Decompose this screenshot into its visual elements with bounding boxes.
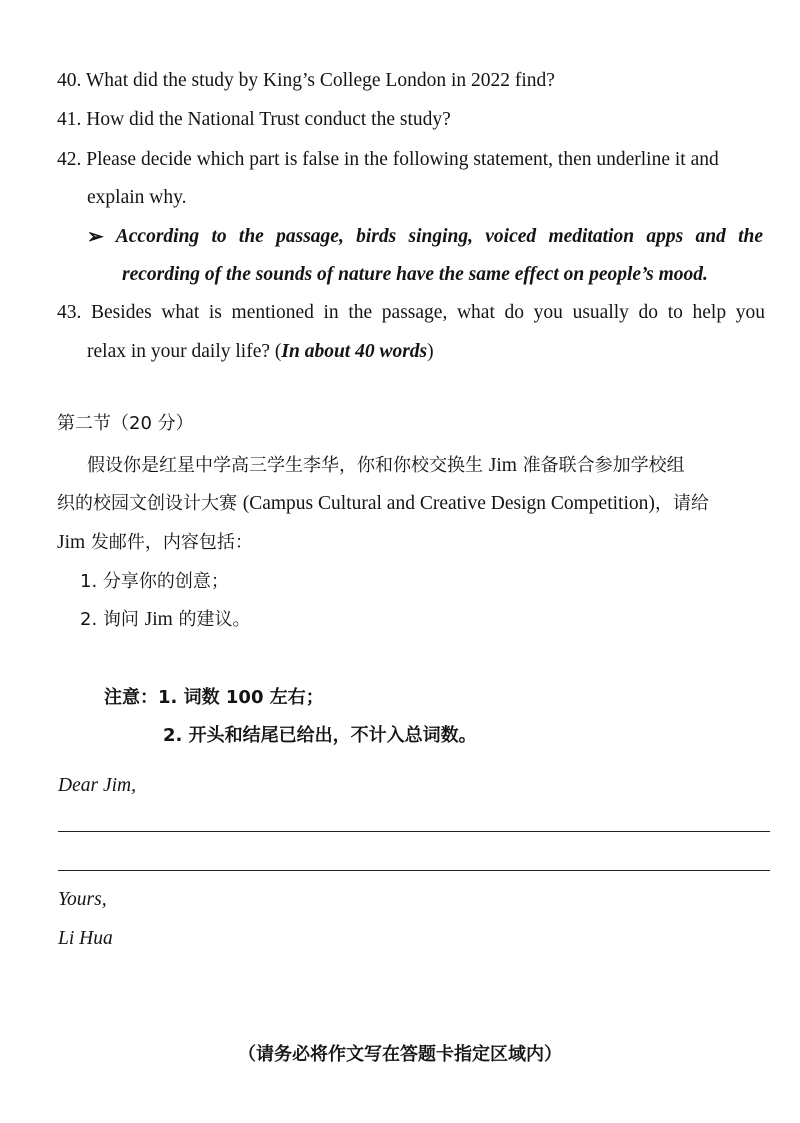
- q43-word-limit: In about 40 words: [281, 341, 428, 362]
- prompt-line1-b: Jim: [488, 455, 517, 476]
- q43-prefix: relax in your daily life? (: [87, 341, 282, 362]
- letter-signature: Li Hua: [58, 928, 113, 949]
- arrow-bullet-icon: ➢: [87, 226, 104, 248]
- question-40: 40. What did the study by King’s College London in 2022 find?: [57, 70, 555, 91]
- answer-line-1: [58, 831, 770, 832]
- item2-a: 2. 询问: [80, 609, 145, 630]
- answer-line-2: [58, 870, 770, 871]
- letter-salutation: Dear Jim,: [58, 775, 136, 796]
- prompt-line2-c: ，请给: [654, 493, 709, 514]
- content-item-1: 1. 分享你的创意；: [80, 571, 229, 592]
- item2-b: Jim: [144, 609, 173, 630]
- question-43-line2: [87, 338, 434, 366]
- prompt-line1-c: 准备联合参加学校组: [516, 455, 685, 476]
- question-43-line1: 43. Besides what is mentioned in the passage, what do you usually do to help you: [57, 302, 765, 323]
- prompt-line3-a: Jim: [57, 532, 86, 553]
- statement-line2: recording of the sounds of nature have the same effect on people’s mood.: [122, 264, 708, 285]
- section-title: 第二节（20 分）: [57, 413, 194, 434]
- prompt-line3-b: 发邮件，内容包括：: [85, 532, 253, 553]
- content-item-2: [80, 606, 251, 634]
- prompt-line2: [57, 490, 765, 518]
- prompt-line2-b: (Campus Cultural and Creative Design Competition): [242, 493, 655, 514]
- prompt-line1: [87, 452, 765, 480]
- question-42-statement: [87, 223, 763, 251]
- note-2: 2. 开头和结尾已给出，不计入总词数。: [163, 725, 477, 746]
- q43-suffix: ): [427, 341, 434, 362]
- prompt-line1-a: 假设你是红星中学高三学生李华，你和你校交换生: [87, 455, 489, 476]
- question-41: 41. How did the National Trust conduct the study?: [57, 109, 451, 130]
- letter-closing: Yours,: [58, 889, 107, 910]
- statement-line1: According to the passage, birds singing, voiced meditation apps and the: [115, 226, 763, 247]
- item2-c: 的建议。: [172, 609, 251, 630]
- question-42-line1: 42. Please decide which part is false in the following statement, then underline it and: [57, 149, 719, 170]
- prompt-line2-a: 织的校园文创设计大赛: [57, 493, 243, 514]
- prompt-line3: [57, 529, 253, 557]
- footer-instruction: （请务必将作文写在答题卡指定区域内）: [238, 1044, 562, 1065]
- note-1: 注意：1. 词数 100 左右；: [104, 687, 324, 708]
- question-42-line2: explain why.: [87, 187, 187, 208]
